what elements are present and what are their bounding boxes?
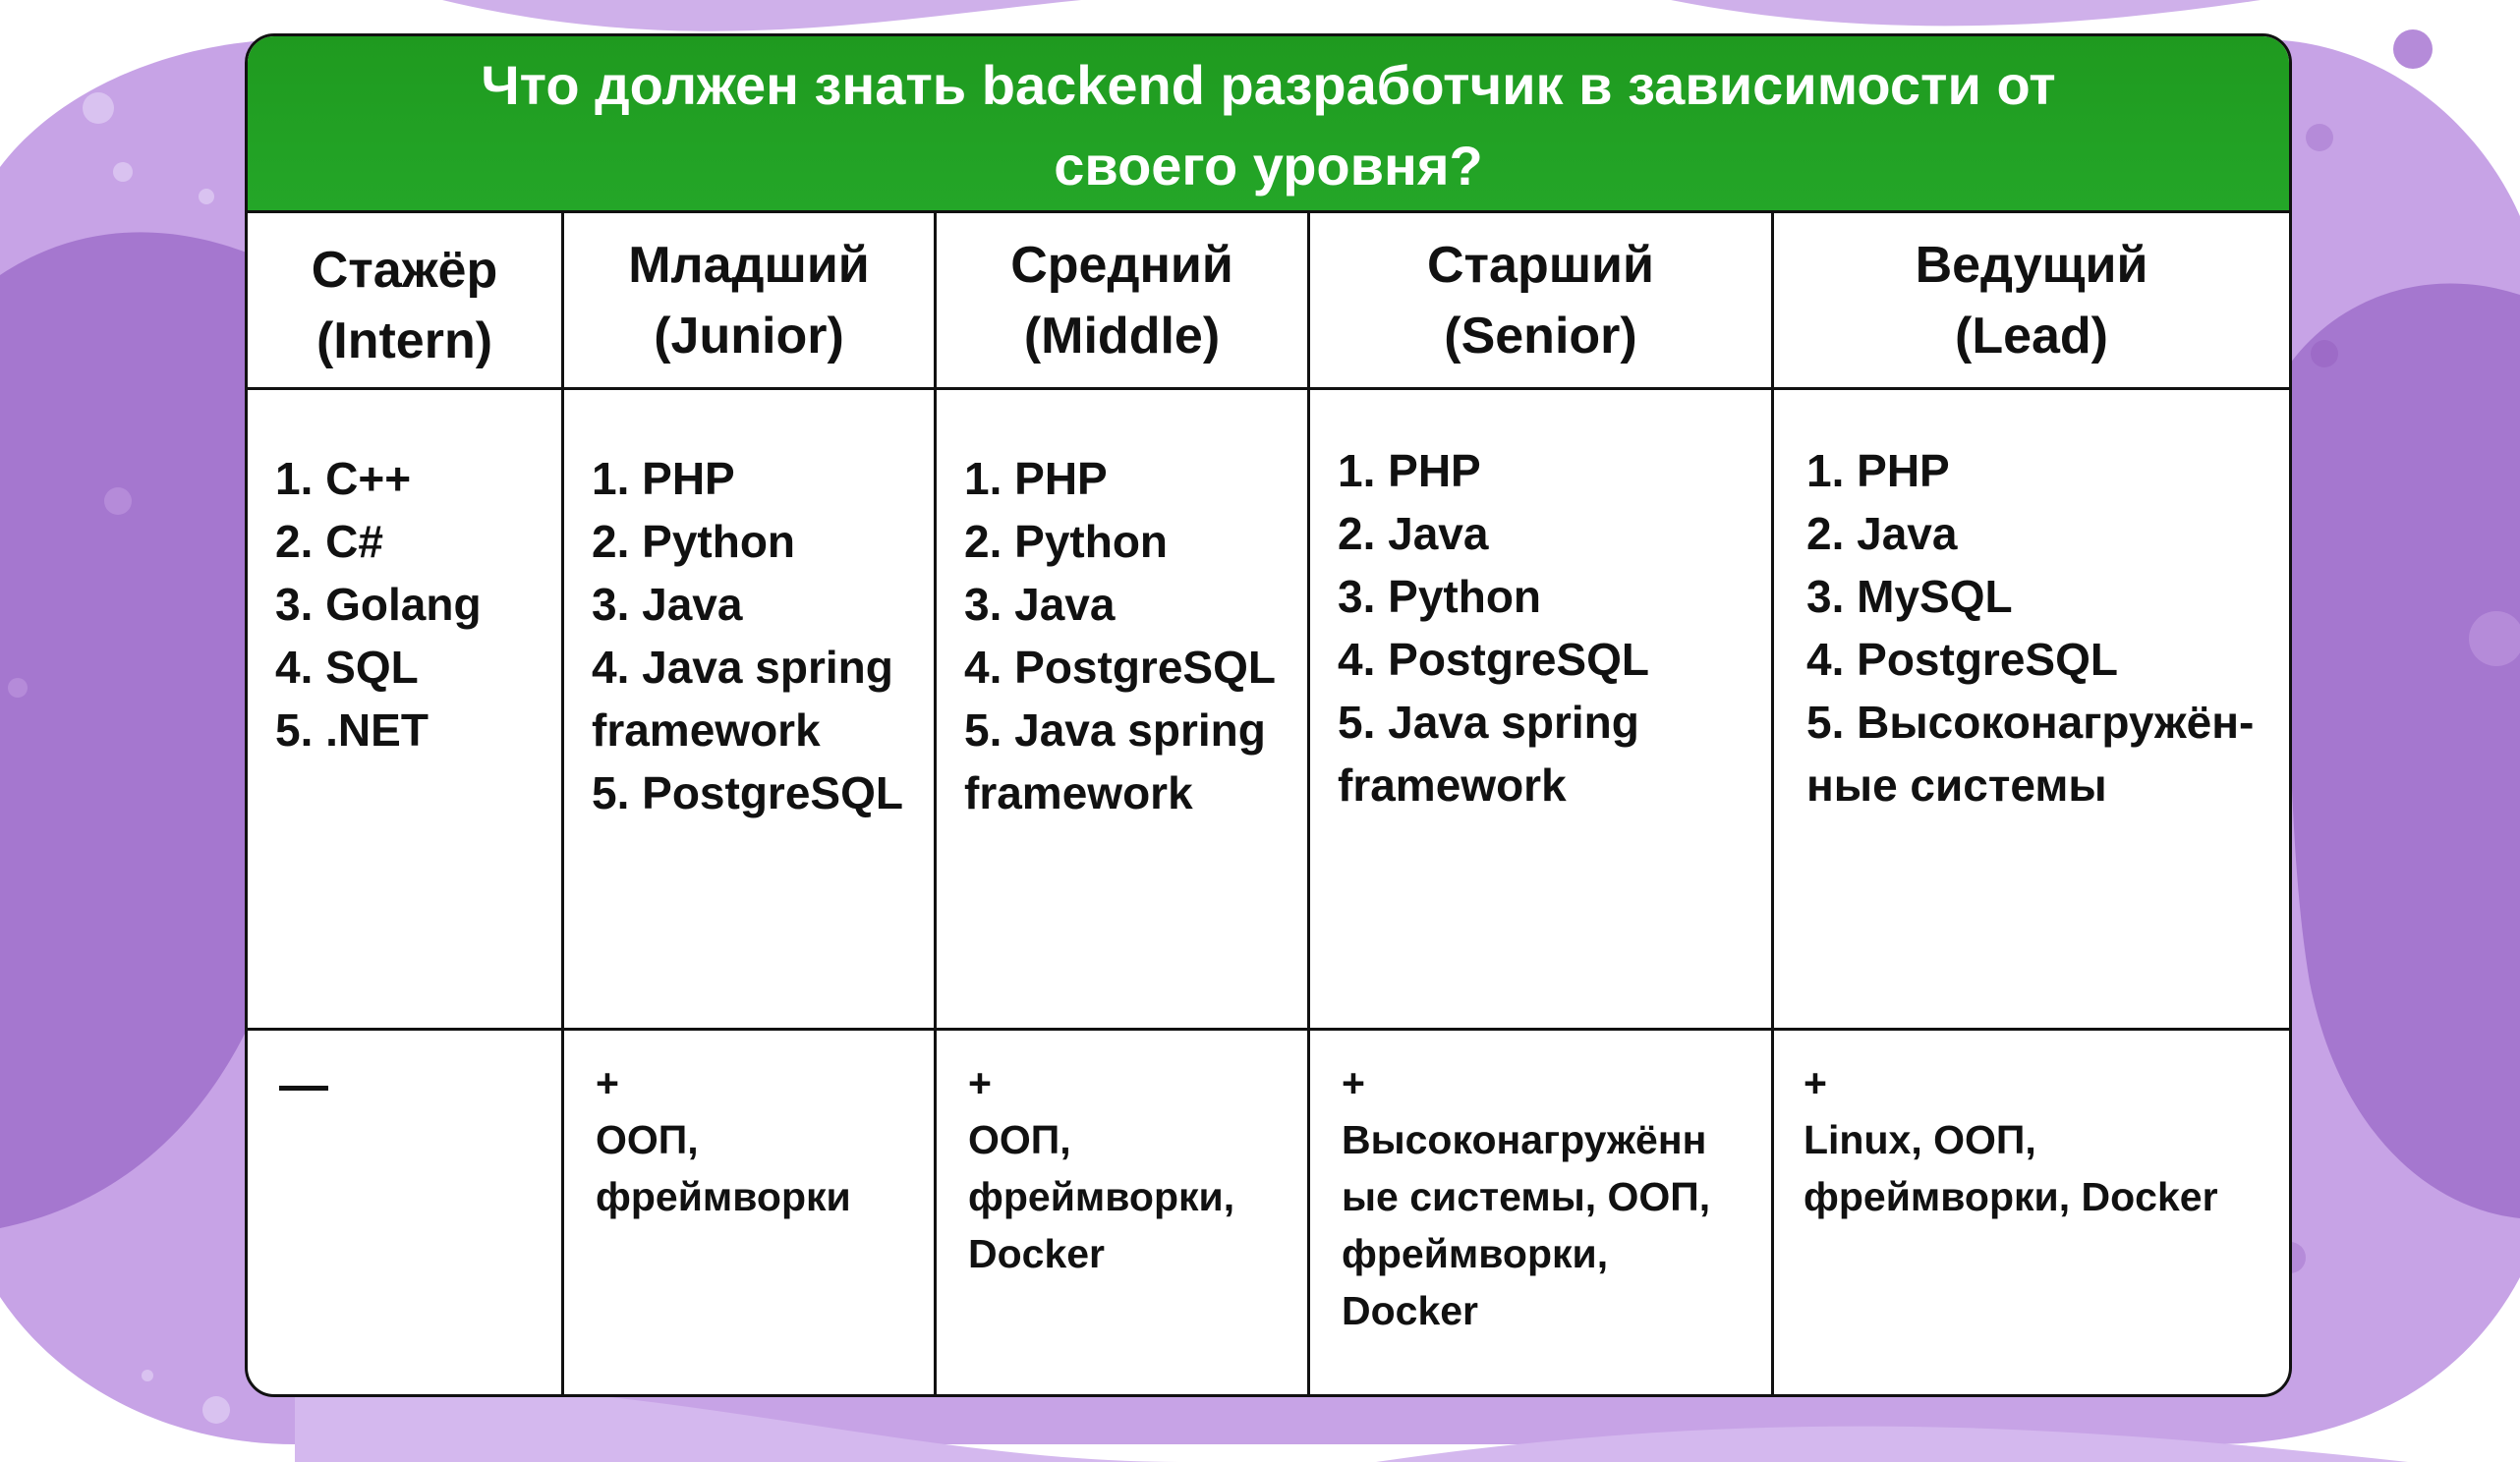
- header-level-en: (Senior): [1444, 307, 1637, 365]
- header-level: Стажёр: [311, 241, 498, 299]
- list-item: 4. SQL: [275, 642, 419, 693]
- list-item: 1. PHP: [1338, 445, 1481, 496]
- list-item: 1. PHP: [1806, 445, 1950, 496]
- column-middle: [937, 213, 1310, 1394]
- list-item: 2. Java: [1806, 508, 1958, 559]
- list-item: 5. PostgreSQL: [592, 767, 903, 818]
- title-bar: [248, 36, 2289, 213]
- header-level: Ведущий: [1915, 236, 2148, 294]
- list-item: 4. Java spring: [592, 642, 893, 693]
- header-level-en: (Intern): [315, 311, 493, 369]
- list-item: 2. Python: [592, 516, 796, 567]
- list-item: 5. .NET: [275, 704, 429, 756]
- list-item: 1. PHP: [964, 453, 1108, 504]
- list-item: 5. Высоконагружён-: [1806, 697, 2255, 748]
- list-item: 5. Java spring: [964, 704, 1266, 756]
- list-item: 2. Java: [1338, 508, 1489, 559]
- extra-line: Docker: [968, 1231, 1106, 1276]
- extra-line: ые системы, ООП,: [1342, 1174, 1711, 1219]
- list-item: 3. Java: [964, 579, 1116, 630]
- extra-line: ООП,: [968, 1117, 1071, 1162]
- title-line: своего уровня?: [1054, 134, 1483, 197]
- column-header: [937, 213, 1307, 390]
- list-item: 1. C++: [275, 453, 412, 504]
- extra-line: Высоконагружённ: [1342, 1117, 1707, 1162]
- column-header: [248, 213, 561, 390]
- extra-line: +: [1342, 1060, 1365, 1105]
- extra-line: +: [596, 1060, 619, 1105]
- column-header: [1774, 213, 2289, 390]
- list-item: 3. MySQL: [1806, 571, 2013, 622]
- list-item: framework: [1338, 759, 1567, 811]
- skills-grid: [248, 213, 2289, 1394]
- extra-skills: [1774, 1031, 2289, 1394]
- title-line: Что должен знать backend разработчик в зависимости от: [481, 53, 2056, 116]
- extra-line: +: [1804, 1060, 1827, 1105]
- list-item: 1. PHP: [592, 453, 735, 504]
- list-item: framework: [592, 704, 821, 756]
- skills-list: [564, 390, 934, 1031]
- skills-list: [1310, 390, 1771, 1031]
- skills-list: [1774, 390, 2289, 1031]
- list-item: 2. C#: [275, 516, 383, 567]
- list-item: 2. Python: [964, 516, 1169, 567]
- extra-line: +: [968, 1060, 992, 1105]
- list-item: 4. PostgreSQL: [964, 642, 1276, 693]
- skills-table-card: [245, 33, 2292, 1397]
- header-level-en: (Middle): [1023, 307, 1221, 365]
- extra-skills: [248, 1031, 561, 1394]
- extra-line: фреймворки, Docker: [1804, 1174, 2218, 1219]
- header-level-en: (Lead): [1955, 307, 2108, 365]
- header-level: Младший: [628, 236, 870, 294]
- list-item: 5. Java spring: [1338, 697, 1639, 748]
- extra-line: фреймворки: [596, 1174, 851, 1219]
- extra-skills: [1310, 1031, 1771, 1394]
- column-intern: [248, 213, 564, 1394]
- extra-line: —: [279, 1057, 328, 1112]
- column-header: [564, 213, 934, 390]
- page-title: [335, 45, 2203, 206]
- list-item: 3. Java: [592, 579, 743, 630]
- skills-list: [248, 390, 561, 1031]
- list-item: 3. Python: [1338, 571, 1542, 622]
- column-lead: [1774, 213, 2289, 1394]
- header-level: Старший: [1427, 236, 1654, 294]
- column-header: [1310, 213, 1771, 390]
- header-level: Средний: [1010, 236, 1233, 294]
- extra-skills: [564, 1031, 934, 1394]
- extra-line: Linux, ООП,: [1804, 1117, 2036, 1162]
- list-item: 4. PostgreSQL: [1806, 634, 2118, 685]
- column-junior: [564, 213, 937, 1394]
- list-item: framework: [964, 767, 1193, 818]
- header-level-en: (Junior): [654, 307, 844, 365]
- skills-list: [937, 390, 1307, 1031]
- column-senior: [1310, 213, 1774, 1394]
- list-item: ные системы: [1806, 759, 2107, 811]
- extra-line: фреймворки,: [968, 1174, 1235, 1219]
- extra-line: Docker: [1342, 1288, 1479, 1333]
- list-item: 4. PostgreSQL: [1338, 634, 1649, 685]
- list-item: 3. Golang: [275, 579, 482, 630]
- extra-line: ООП,: [596, 1117, 699, 1162]
- extra-line: фреймворки,: [1342, 1231, 1609, 1276]
- extra-skills: [937, 1031, 1307, 1394]
